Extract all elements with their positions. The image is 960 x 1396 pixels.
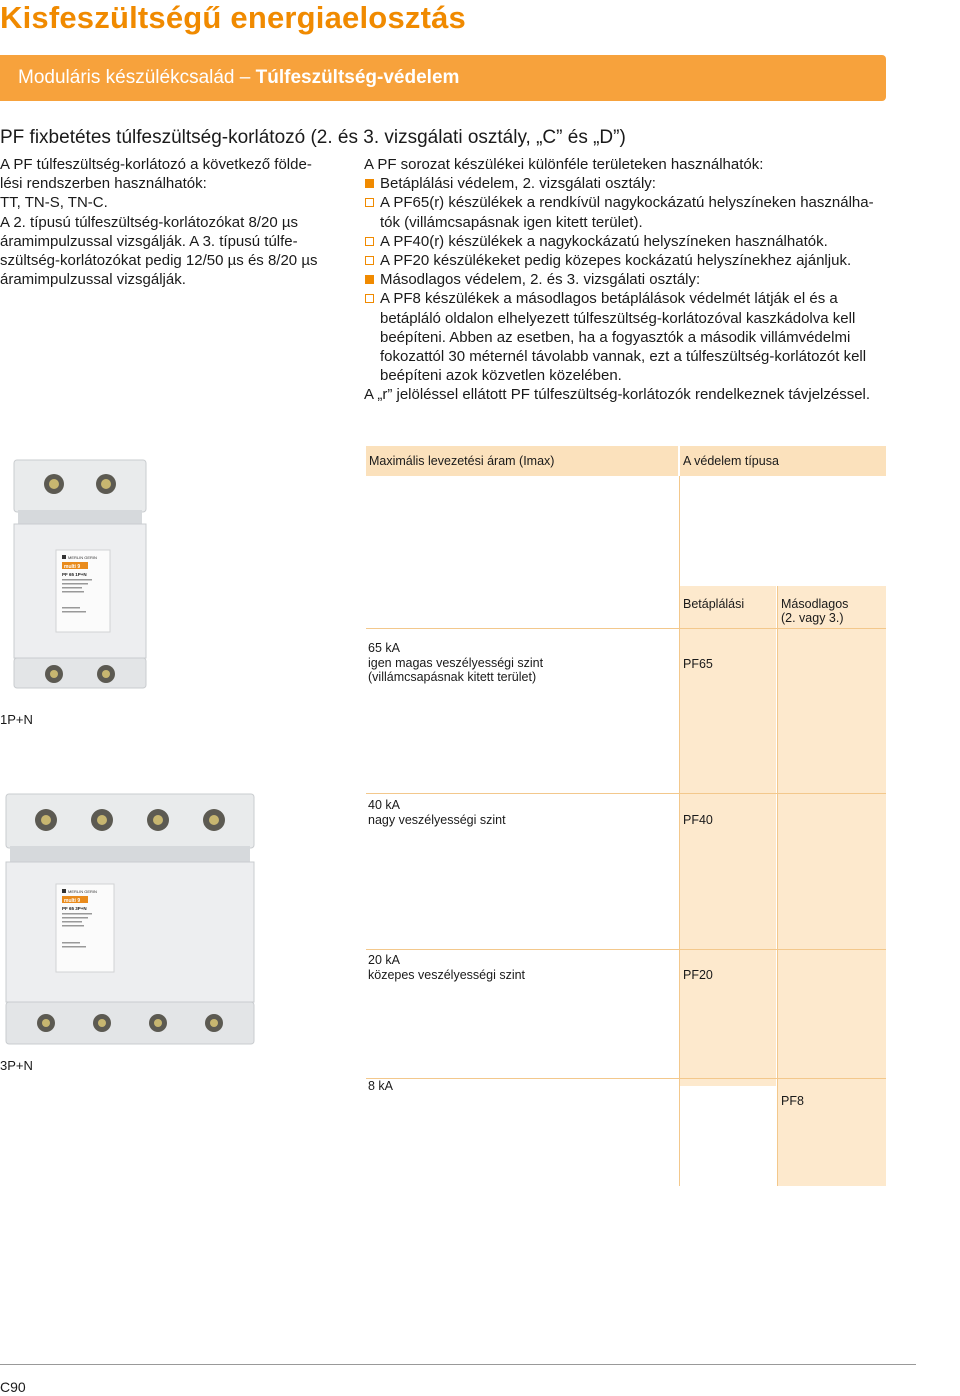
intro-line: áramimpulzussal vizsgálják.: [0, 271, 186, 289]
brand-name: MERLIN GERIN: [68, 889, 97, 894]
cell-betaplalasi: PF40: [683, 813, 713, 827]
intro-line: lési rendszerben használhatók:: [0, 175, 207, 193]
banner-prefix: Moduláris készülékcsalád –: [18, 67, 256, 88]
hollow-bullet-icon: [365, 198, 374, 207]
page-number: C90: [0, 1379, 26, 1395]
usage-line: [364, 174, 904, 193]
row-amp: 8 kA: [368, 1079, 394, 1093]
subheader-masodlagos-note: (2. vagy 3.): [781, 611, 844, 625]
usage-line: [364, 366, 904, 385]
row-desc: közepes veszélyességi szint: [368, 967, 526, 982]
brand-logo-icon: [62, 889, 66, 893]
product-image-1p-n: [0, 452, 160, 702]
usage-line-text: beépíteni. Abben az esetben, ha a fogyasztók a második villámvédelmi: [380, 328, 851, 346]
row-amp: 65 kA: [368, 641, 400, 655]
product-type: PF 65 1P+N: [62, 572, 87, 577]
banner-text: [18, 67, 459, 89]
usage-line: [364, 193, 904, 212]
usage-line-text: tók (villámcsapásnak igen kitett terület).: [380, 213, 643, 231]
banner-emphasis: Túlfeszültség-védelem: [255, 67, 460, 88]
protection-table: [366, 446, 886, 1186]
section-banner: [0, 55, 886, 101]
intro-line: A 2. típusú túlfeszültség-korlátozókat 8/20 µs: [0, 213, 298, 231]
product-type: PF 65 3P+N: [62, 906, 87, 911]
cell-masodlagos: PF8: [781, 1094, 804, 1108]
usage-line-text: Betáplálási védelem, 2. vizsgálati osztály:: [380, 175, 656, 193]
row-amp: 20 kA: [368, 953, 400, 967]
usage-line: [364, 251, 904, 270]
filled-bullet-icon: [365, 179, 374, 188]
model-name: multi 9: [64, 898, 81, 904]
page-title: Kisfeszültségű energiaelosztás: [0, 0, 466, 35]
table-header-imax: Maximális levezetési áram (Imax): [369, 454, 555, 468]
usage-line-text: Másodlagos védelem, 2. és 3. vizsgálati osztály:: [380, 271, 701, 289]
usage-line-text: A PF sorozat készülékei különféle területeken használhatók:: [364, 156, 764, 173]
table-header-protection-type: A védelem típusa: [683, 454, 779, 468]
intro-line: áramimpulzussal vizsgálják. A 3. típusú túlfe-: [0, 232, 298, 250]
table-row: [368, 798, 506, 827]
row-desc: nagy veszélyességi szint: [368, 812, 506, 827]
usage-line-text: A PF20 készülékeket pedig közepes kockázatú helyszínekhez ajánljuk.: [380, 252, 852, 270]
row-desc: (villámcsapásnak kitett terület): [368, 670, 537, 685]
footer-divider: [0, 1364, 916, 1365]
row-amp: 40 kA: [368, 798, 400, 812]
product-label-1p-n: 1P+N: [0, 712, 33, 727]
usage-line-text: A PF65(r) készülékek a rendkívül nagykockázatú helyszíneken használha-: [380, 194, 874, 212]
usage-line-text: betápláló oldalon elhelyezett túlfeszültség-korlátozóval kaszkádolva kell: [380, 309, 856, 327]
brand-name: MERLIN GERIN: [68, 555, 97, 560]
table-row: [368, 953, 525, 982]
brand-logo-icon: [62, 555, 66, 559]
usage-line-text: beépíteni azok közvetlen közelében.: [380, 367, 622, 385]
section-subtitle: PF fixbetétes túlfeszültség-korlátozó (2. és 3. vizsgálati osztály, „C” és „D”): [0, 127, 626, 148]
cell-betaplalasi: PF65: [683, 657, 713, 671]
intro-text: [0, 155, 336, 289]
product-image-3p-n: [0, 780, 260, 1055]
filled-bullet-icon: [365, 275, 374, 284]
intro-line: A PF túlfeszültség-korlátozó a következő földe-: [0, 156, 312, 173]
usage-text: [364, 155, 904, 405]
hollow-bullet-icon: [365, 237, 374, 246]
usage-line-text: fokozattól 30 méternél távolabb vannak, ezt a túlfeszültség-korlátozót kell: [380, 348, 867, 366]
usage-line: [364, 270, 904, 289]
row-desc: igen magas veszélyességi szint: [368, 655, 544, 670]
hollow-bullet-icon: [365, 294, 374, 303]
usage-line: [364, 328, 904, 347]
usage-line: [364, 289, 904, 308]
usage-line: [364, 385, 904, 404]
table-row: [368, 1079, 393, 1094]
usage-line: [364, 155, 904, 174]
usage-line-text: A PF40(r) készülékek a nagykockázatú helyszíneken használhatók.: [380, 232, 828, 250]
usage-line-text: A „r” jelöléssel ellátott PF túlfeszültség-korlátozók rendelkeznek távjelzéssel.: [364, 386, 871, 404]
subheader-betaplalasi: Betáplálási: [683, 597, 745, 611]
usage-line: [364, 232, 904, 251]
hollow-bullet-icon: [365, 256, 374, 265]
intro-line: TT, TN-S, TN-C.: [0, 194, 108, 212]
usage-line: [364, 347, 904, 366]
usage-line: [364, 309, 904, 328]
usage-line: [364, 213, 904, 232]
subheader-masodlagos: Másodlagos: [781, 597, 849, 611]
table-row: [368, 641, 543, 685]
model-name: multi 9: [64, 564, 81, 570]
cell-betaplalasi: PF20: [683, 968, 713, 982]
usage-line-text: A PF8 készülékek a másodlagos betáplálások védelmét látják el és a: [380, 290, 838, 308]
intro-line: szültség-korlátozókat pedig 12/50 µs és 8/20 µs: [0, 252, 318, 270]
product-label-3p-n: 3P+N: [0, 1058, 33, 1073]
